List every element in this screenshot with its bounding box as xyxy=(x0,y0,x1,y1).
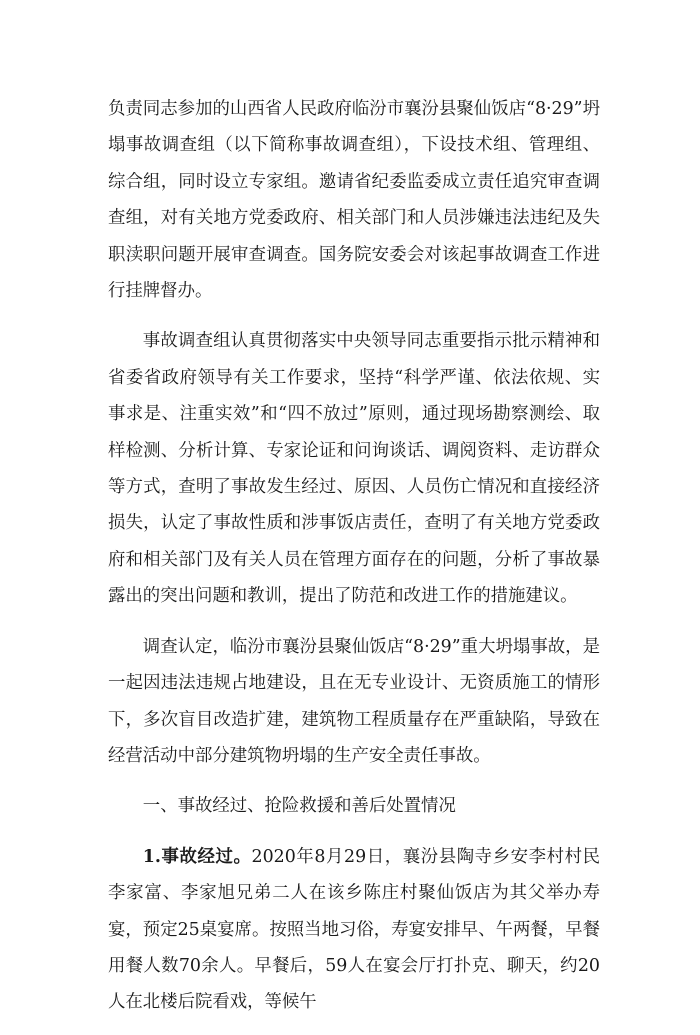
section-heading: 一、事故经过、抢险救援和善后处置情况 xyxy=(142,796,456,817)
paragraph-lead: 1.事故经过。 xyxy=(142,846,252,867)
paragraph-body: 2020年8月29日，襄汾县陶寺乡安李村村民李家富、李家旭兄弟二人在该乡陈庄村聚仙饭店为其父举办寿宴，预定25桌宴席。按照当地习俗，寿宴安排早、午两餐，早餐用餐人数70余人。早餐后，59人在宴会厅打扑克、聊天，约20人在北楼后院看戏，等候午 xyxy=(108,846,601,1013)
document-body xyxy=(108,91,600,1035)
paragraph-accident-process xyxy=(108,839,600,1021)
paragraph-investigation-team: 负责同志参加的山西省人民政府临汾市襄汾县聚仙饭店“8·29”坍塌事故调查组（以下简称事故调查组），下设技术组、管理组、综合组，同时设立专家组。邀请省纪委监委成立责任追究审查调查组，对有关地方党委政府、相关部门和人员涉嫌违法违纪及失职渎职问题开展审查调查。国务院安委会对该起事故调查工作进行挂牌督办。 xyxy=(108,99,600,302)
paragraph-investigation-finding: 调查认定，临汾市襄汾县聚仙饭店“8·29”重大坍塌事故，是一起因违法违规占地建设，且在无专业设计、无资质施工的情形下，多次盲目改造扩建，建筑物工程质量存在严重缺陷，导致在经营活动中部分建筑物坍塌的生产安全责任事故。 xyxy=(108,636,600,766)
paragraph-investigation-method: 事故调查组认真贯彻落实中央领导同志重要指示批示精神和省委省政府领导有关工作要求，坚持“科学严谨、依法依规、实事求是、注重实效”和“四不放过”原则，通过现场勘察测绘、取样检测、分析计算、专家论证和问询谈话、调阅资料、走访群众等方式，查明了事故发生经过、原因、人员伤亡情况和直接经济损失，认定了事故性质和涉事饭店责任，查明了有关地方党委政府和相关部门及有关人员在管理方面存在的问题，分析了事故暴露出的突出问题和教训，提出了防范和改进工作的措施建议。 xyxy=(108,331,600,607)
